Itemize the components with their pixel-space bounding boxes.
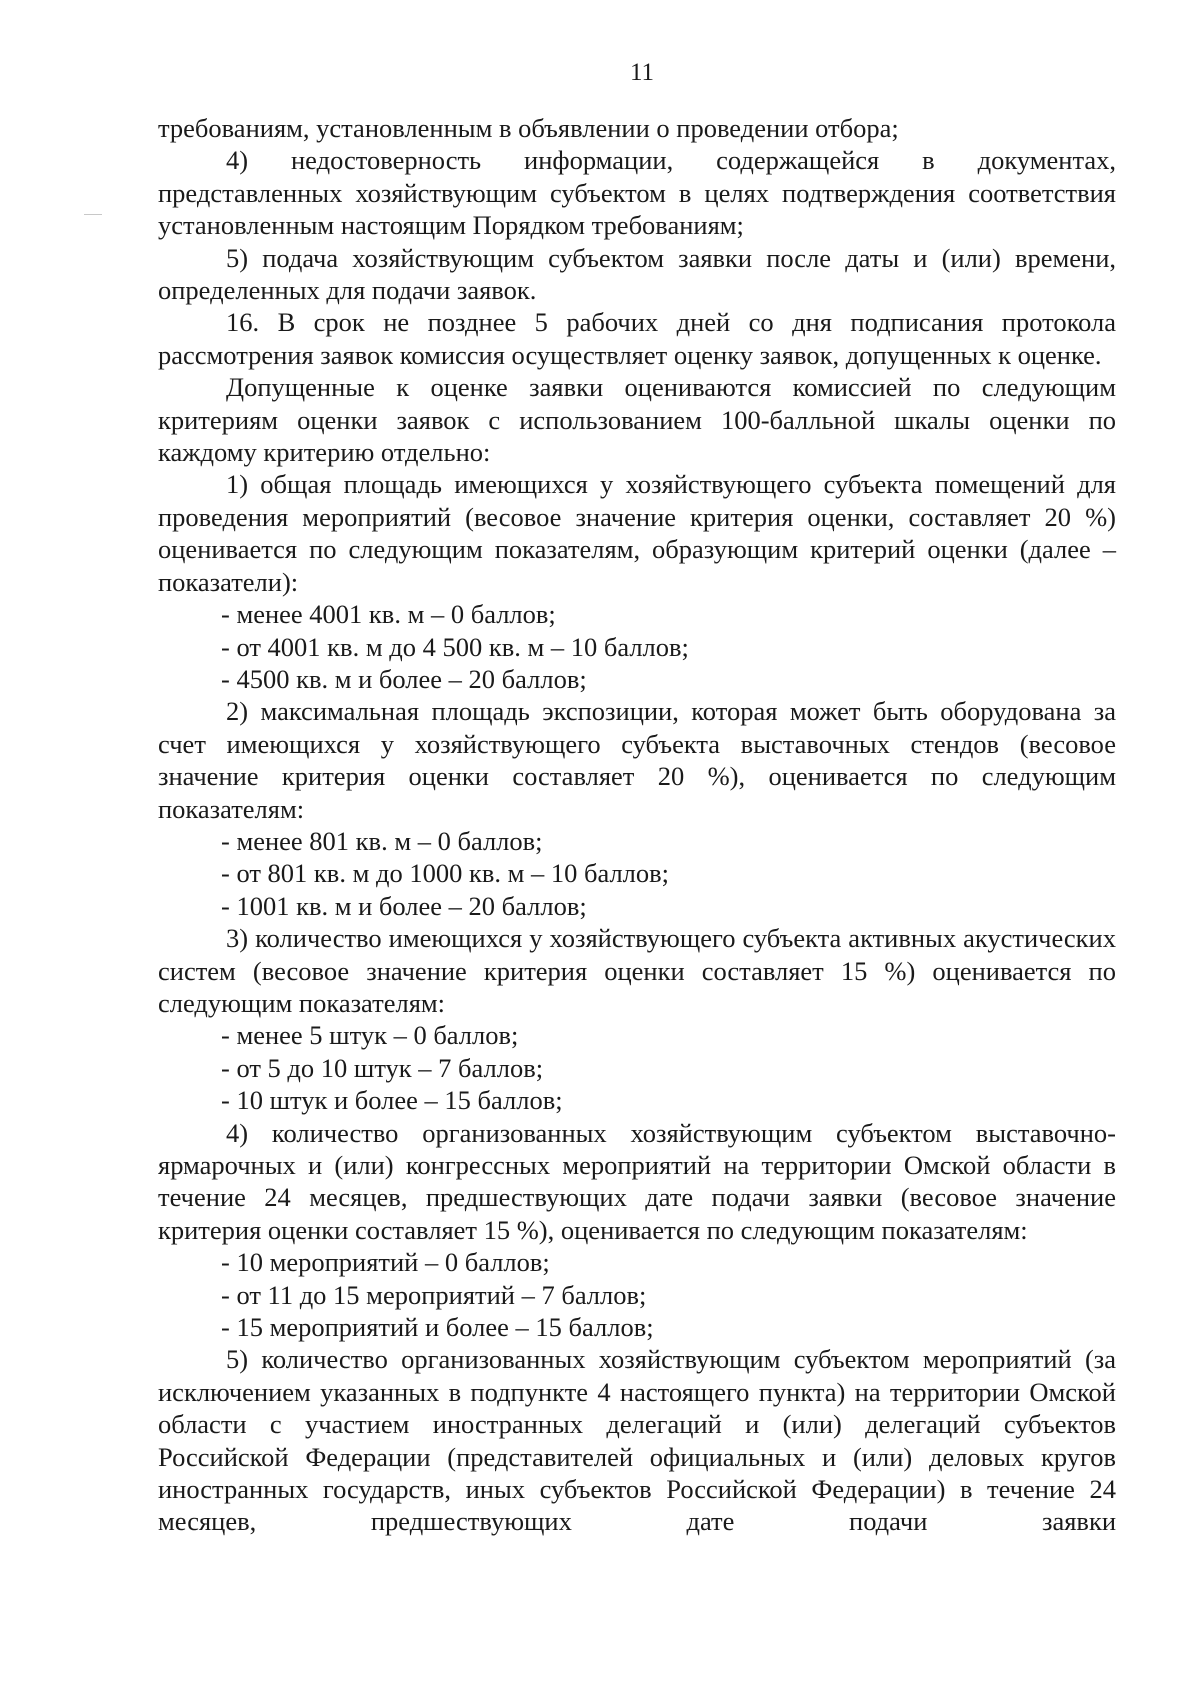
- criterion-2-score-line-3: - 1001 кв. м и более – 20 баллов;: [221, 890, 587, 921]
- criterion-1-score-line-1: - менее 4001 кв. м – 0 баллов;: [221, 599, 556, 630]
- criterion-5-foreign-delegations: 5) количество организованных хозяйствующим субъектом мероприятий (за исключением указанных в подпункте 4 настоящего пункта) на территории Омской области с участием иностранных делегаций и (или) делегаций субъектов Российской Федерации (представителей официальных и (или) деловых кругов иностранных государств, иных субъектов Российской Федерации) в течение 24 месяцев, предшествующих дате подачи заявки: [158, 1344, 1116, 1537]
- criterion-4-score-line-1: - 10 мероприятий – 0 баллов;: [221, 1247, 550, 1278]
- criterion-3-score-line-1: - менее 5 штук – 0 баллов;: [221, 1020, 519, 1051]
- criterion-4-score-line-2: - от 11 до 15 мероприятий – 7 баллов;: [221, 1279, 647, 1310]
- criterion-3-acoustic-systems: 3) количество имеющихся у хозяйствующего субъекта активных акустических систем (весовое значение критерия оценки составляет 15 %) оценивается по следующим показателям:: [158, 923, 1116, 1018]
- criterion-1-score-line-2: - от 4001 кв. м до 4 500 кв. м – 10 баллов;: [221, 631, 689, 662]
- criterion-3-score-line-3: - 10 штук и более – 15 баллов;: [221, 1085, 563, 1116]
- scan-artifact-mark: [84, 214, 102, 215]
- page-number: 11: [629, 59, 655, 86]
- document-body: [158, 112, 1116, 1538]
- criterion-4-score-line-3: - 15 мероприятий и более – 15 баллов;: [221, 1312, 654, 1343]
- criterion-2-score-line-2: - от 801 кв. м до 1000 кв. м – 10 баллов;: [221, 858, 670, 889]
- paragraph-item-4-inaccuracy: 4) недостоверность информации, содержащейся в документах, представленных хозяйствующим субъектом в целях подтверждения соответствия установленным настоящим Порядком требованиям;: [158, 145, 1116, 241]
- paragraph-item-5-late-submission: 5) подача хозяйствующим субъектом заявки после даты и (или) времени, определенных для подачи заявок.: [158, 242, 1116, 306]
- paragraph-section-16: 16. В срок не позднее 5 рабочих дней со дня подписания протокола рассмотрения заявок комиссия осуществляет оценку заявок, допущенных к оценке.: [158, 307, 1116, 370]
- paragraph-evaluation-intro: Допущенные к оценке заявки оцениваются комиссией по следующим критериям оценки заявок с использованием 100-балльной шкалы оценки по каждому критерию отдельно:: [158, 372, 1116, 468]
- criterion-2-score-line-1: - менее 801 кв. м – 0 баллов;: [221, 825, 543, 856]
- criterion-4-exhibition-events: 4) количество организованных хозяйствующим субъектом выставочно-ярмарочных и (или) конгрессных мероприятий на территории Омской области в течение 24 месяцев, предшествующих дате подачи заявки (весовое значение критерия оценки составляет 15 %), оценивается по следующим показателям:: [158, 1117, 1116, 1245]
- criterion-2-exposition-area: 2) максимальная площадь экспозиции, которая может быть оборудована за счет имеющихся у хозяйствующего субъекта выставочных стендов (весовое значение критерия оценки составляет 20 %), оценивается по следующим показателям:: [158, 696, 1116, 824]
- paragraph-continuation: требованиям, установленным в объявлении о проведении отбора;: [158, 113, 899, 143]
- criterion-1-score-line-3: - 4500 кв. м и более – 20 баллов;: [221, 663, 587, 694]
- criterion-3-score-line-2: - от 5 до 10 штук – 7 баллов;: [221, 1052, 544, 1083]
- criterion-1-premises-area: 1) общая площадь имеющихся у хозяйствующего субъекта помещений для проведения мероприятий (весовое значение критерия оценки, составляет 20 %) оценивается по следующим показателям, образующим критерий оценки (далее – показатели):: [158, 469, 1116, 597]
